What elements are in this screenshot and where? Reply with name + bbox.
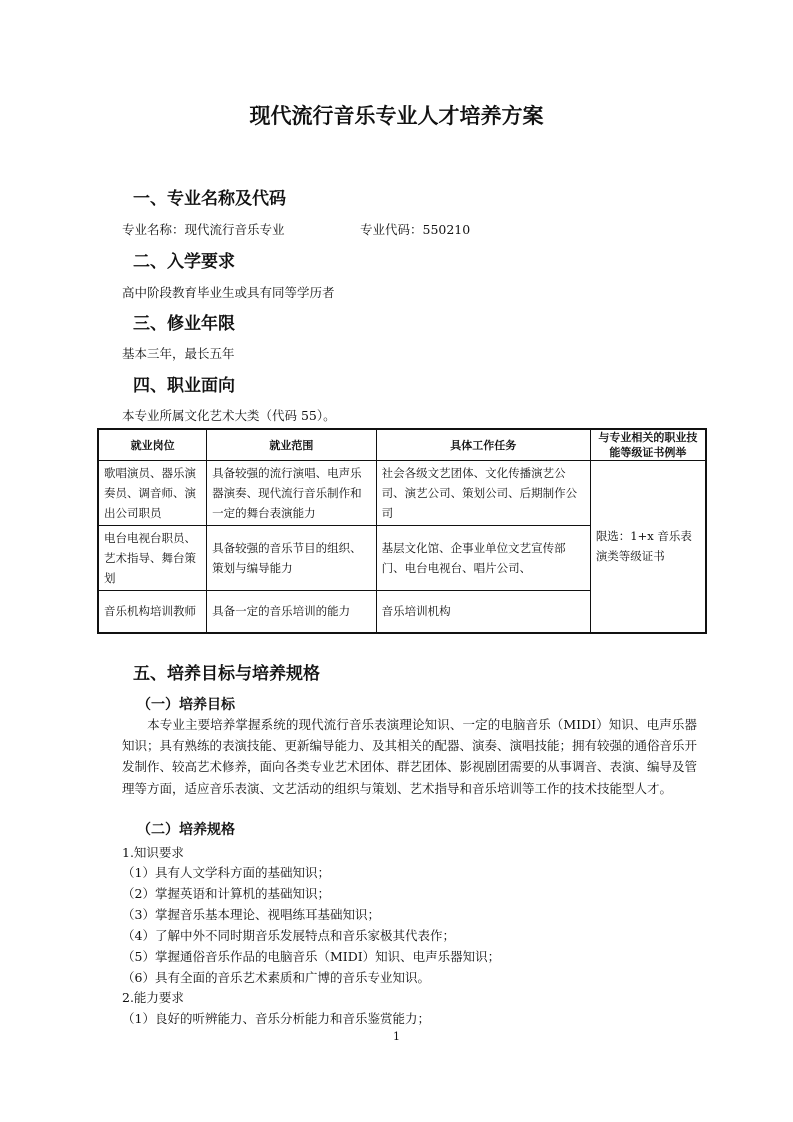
table-header-row: [98, 429, 706, 461]
goal-paragraph: [122, 714, 697, 799]
major-name-line: 专业名称：现代流行音乐专业: [122, 222, 285, 237]
subsection-heading-spec: （二）培养规格: [137, 822, 235, 838]
section-heading-career: 四、职业面向: [133, 376, 235, 396]
table-cell: 具备一定的音乐培训的能力: [207, 591, 376, 633]
subsection-heading-goal: （一）培养目标: [137, 697, 235, 713]
table-cell: 电台电视台职员、艺术指导、舞台策划: [98, 526, 207, 591]
duration-text: 基本三年，最长五年: [122, 346, 235, 361]
list-item: （5）掌握通俗音乐作品的电脑音乐（MIDI）知识、电声乐器知识；: [122, 949, 501, 964]
list-item: （2）掌握英语和计算机的基础知识；: [122, 886, 330, 901]
header-scope: 就业范围: [207, 429, 376, 461]
admission-text: 高中阶段教育毕业生或具有同等学历者: [122, 285, 335, 300]
table-cell: 音乐培训机构: [376, 591, 590, 633]
header-tasks: 具体工作任务: [376, 429, 590, 461]
section-heading-major-code: 一、专业名称及代码: [133, 189, 286, 209]
goal-text: 本专业主要培养掌握系统的现代流行音乐表演理论知识、一定的电脑音乐（MIDI）知识、电声乐器知识；具有熟练的表演技能、更新编导能力、及其相关的配器、演奏、演唱技能；拥有较强的通俗音乐开发制作、较高艺术修养，面向各类专业艺术团体、群艺团体、影视剧团需要的从事调音、表演、编导及管理等方面，适应音乐表演、文艺活动的组织与策划、艺术指导和音乐培训等工作的技术技能型人才。: [122, 717, 698, 796]
table-cell: 音乐机构培训教师: [98, 591, 207, 633]
table-cell: 具备较强的音乐节目的组织、策划与编导能力: [207, 526, 376, 591]
list-item: （6）具有全面的音乐艺术素质和广博的音乐专业知识。: [122, 970, 430, 985]
table-cell: 歌唱演员、器乐演奏员、调音师、演出公司职员: [98, 461, 207, 526]
table-row: [98, 461, 706, 526]
knowledge-title: 1.知识要求: [122, 845, 184, 860]
page-number: 1: [393, 1030, 400, 1043]
section-heading-admission: 二、入学要求: [133, 252, 235, 272]
career-table: [97, 428, 707, 634]
ability-title: 2.能力要求: [122, 990, 184, 1005]
header-certificate: 与专业相关的职业技能等级证书例举: [590, 429, 706, 461]
list-item: （3）掌握音乐基本理论、视唱练耳基础知识；: [122, 907, 380, 922]
table-cell: 具备较强的流行演唱、电声乐器演奏、现代流行音乐制作和一定的舞台表演能力: [207, 461, 376, 526]
document-title: 现代流行音乐专业人才培养方案: [249, 104, 544, 128]
major-code-line: 专业代码：550210: [360, 222, 471, 237]
list-item: （1）具有人文学科方面的基础知识；: [122, 865, 330, 880]
section-heading-duration: 三、修业年限: [133, 314, 235, 334]
section-heading-objectives: 五、培养目标与培养规格: [133, 664, 320, 684]
list-item: （1）良好的听辨能力、音乐分析能力和音乐鉴赏能力；: [122, 1011, 430, 1026]
header-position: 就业岗位: [98, 429, 207, 461]
certificate-cell: 限选：1+x 音乐表演类等级证书: [590, 461, 706, 633]
table-cell: 社会各级文艺团体、文化传播演艺公司、演艺公司、策划公司、后期制作公司: [376, 461, 590, 526]
table-cell: 基层文化馆、企事业单位文艺宣传部门、电台电视台、唱片公司、: [376, 526, 590, 591]
career-intro: 本专业所属文化艺术大类（代码 55）。: [122, 408, 336, 423]
list-item: （4）了解中外不同时期音乐发展特点和音乐家极其代表作；: [122, 928, 455, 943]
